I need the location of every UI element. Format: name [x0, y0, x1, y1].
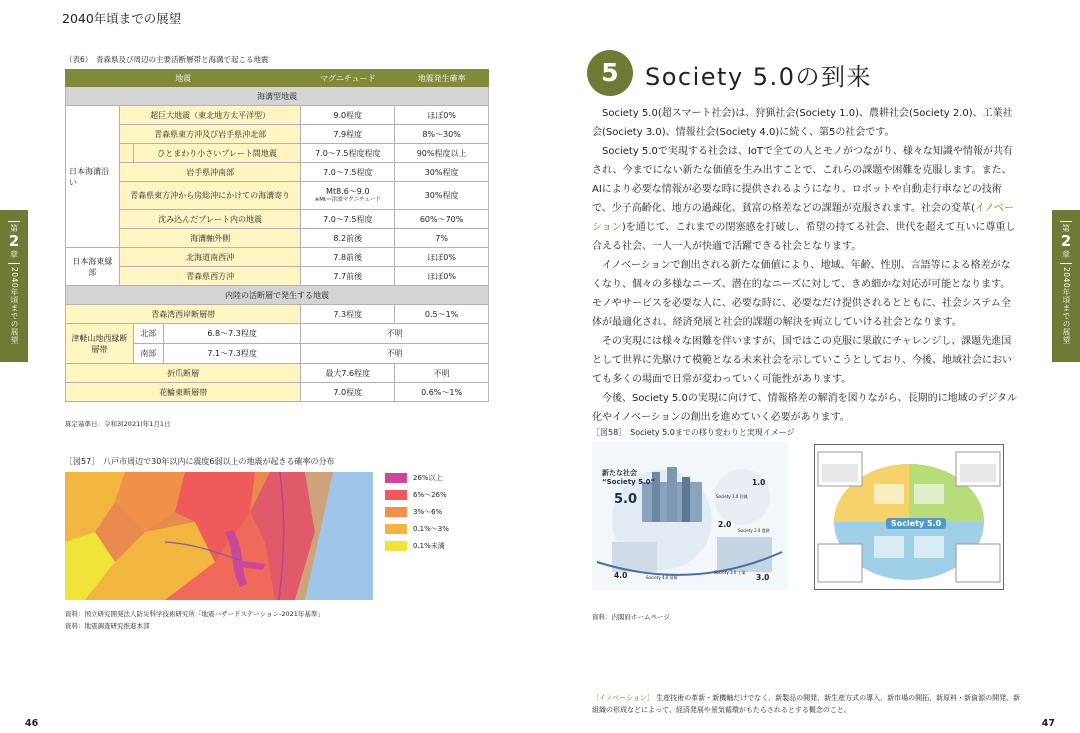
col-header-earthquake: 地震 — [66, 70, 301, 87]
legend-label: 26%以上 — [413, 473, 443, 482]
quake-probability: 30%程度 — [395, 182, 489, 210]
society-evolution-graphic — [592, 442, 788, 590]
quake-probability: 60%〜70% — [395, 210, 489, 229]
legend-item — [385, 472, 449, 483]
fault-probability: 不明 — [301, 324, 489, 344]
legend-swatch — [385, 490, 407, 500]
paragraph: 今後、Society 5.0の実現に向けて、情報格差の解消を図りながら、長期的に地域のデジタル化やイノベーションの創出を進めていく必要があります。 — [592, 393, 1018, 423]
legend-swatch — [385, 507, 407, 517]
section-label-inland: 内陸の活断層で発生する地震 — [66, 286, 489, 305]
legend-label: 3%〜6% — [413, 507, 443, 516]
tab-label-top: 第 — [1062, 224, 1070, 233]
paragraph — [592, 142, 1018, 256]
body-text — [592, 104, 1018, 427]
indent-cell — [119, 144, 133, 163]
headline-line: 新たな社会 — [602, 469, 637, 477]
tab-label-top: 第 — [10, 224, 18, 233]
tab-chapter-number: 2 — [1060, 232, 1072, 251]
fault-magnitude: 7.1〜7.3程度 — [207, 349, 257, 358]
fault-probability: 不明 — [395, 364, 489, 383]
table-row — [66, 267, 489, 286]
section-row-ocean — [66, 87, 489, 106]
quake-probability: 90%程度以上 — [395, 144, 489, 163]
fault-name: 津軽山地西縁断層帯 — [66, 324, 134, 364]
footnote-text: 生産技術の革新・新機軸だけでなく、新製品の開発、新生産方式の導入、新市場の開拓、新原料・新資源の開発、新組織の形成などによって、経済発展や景気循環がもたらされるとする概念のこと。 — [592, 694, 1021, 714]
chapter-title: Society 5.0の到来 — [645, 63, 872, 91]
quake-magnitude: 9.0程度 — [301, 106, 395, 125]
paragraph-part: Society 5.0で実現する社会は、IoTで全ての人とモノがつながり、様々な知識や情報が共有され、今までにない新たな価値を生み出すことで、これらの課題や困難を克服します。また、AIにより必要な情報が必要な時に提供されるようになり、ロボットや自動走行車などの技術で、少子高齢化、地方の過疎化、貧富の格差などの課題が克服されます。社会の変革( — [592, 146, 1013, 214]
quake-name: 沈み込んだプレート内の地震 — [119, 210, 301, 229]
legend-swatch — [385, 473, 407, 483]
fault-magnitude: 7.3程度 — [301, 305, 395, 324]
quake-probability: ほぼ0% — [395, 267, 489, 286]
quake-magnitude: 7.0〜7.5程度程度 — [301, 144, 395, 163]
fault-magnitude: 7.0程度 — [301, 383, 395, 402]
tab-vertical-text: 2040年頃までの展望 — [1061, 266, 1071, 344]
panel1-big-label: 5.0 — [614, 492, 638, 507]
region-japan-trench: 日本海溝沿い — [66, 106, 120, 248]
quake-name: 青森県東方沖から房総沖にかけての海溝寄り — [119, 182, 301, 210]
table-row — [66, 383, 489, 402]
quake-probability: 30%程度 — [395, 163, 489, 182]
fault-subsection: 南部 — [134, 344, 164, 363]
quake-magnitude: 7.9程度 — [301, 125, 395, 144]
panel1-headline — [602, 469, 655, 487]
fig57-source-1: 資料：国立研究開発法人防災科学技術研究所「地震ハザードステーション-2021年基準」 — [65, 610, 324, 618]
table-row — [66, 182, 489, 210]
tab-label-bottom: 章 — [10, 250, 18, 260]
fig57-caption: ［図57］ 八戸市周辺で30年以内に震度6弱以上の地震が起きる確率の分布 — [65, 457, 335, 466]
era-number: 4.0 — [614, 571, 628, 580]
quake-name: 北海道南西沖 — [119, 248, 301, 267]
legend-item — [385, 489, 449, 500]
fault-subsection: 北部 — [134, 324, 164, 343]
region-japan-sea-east: 日本海東縁部 — [66, 248, 120, 286]
legend-label: 6%〜26% — [413, 490, 447, 499]
fault-probability: 0.5〜1% — [395, 305, 489, 324]
era-number: 3.0 — [756, 573, 770, 582]
tab-vertical-text: 2040年頃までの展望 — [9, 266, 19, 344]
era-number: 2.0 — [718, 520, 732, 529]
fault-name: 青森湾西岸断層帯 — [66, 305, 301, 324]
quake-magnitude: 7.0〜7.5程度 — [301, 210, 395, 229]
magnitude-note: ※Mt＝津波マグニチュード — [314, 197, 381, 204]
quake-probability: ほぼ0% — [395, 106, 489, 125]
col-header-magnitude: マグニチュード — [301, 70, 395, 87]
fault-magnitude: 最大7.6程度 — [301, 364, 395, 383]
headline-line: “Society 5.0” — [602, 478, 656, 486]
legend-swatch — [385, 541, 407, 551]
col-header-probability: 地震発生確率 — [395, 70, 489, 87]
era-number: 1.0 — [752, 478, 766, 487]
table6-note: 算定基準日：令和3(2021)年1月1日 — [65, 420, 171, 428]
quake-probability: 8%〜30% — [395, 125, 489, 144]
quake-probability: ほぼ0% — [395, 248, 489, 267]
table-row — [66, 163, 489, 182]
quake-name: 青森県西方沖 — [119, 267, 301, 286]
earthquake-table — [65, 69, 489, 402]
footnote-term: ［イノベーション］ — [592, 694, 655, 702]
paragraph: イノベーションで創出される新たな価値により、地域、年齢、性別、言語等による格差がなくなり、個々の多様なニーズ、潜在的なニーズに対して、きめ細かな対応が可能となります。モノやサービスを必要な人に、必要な時に、必要なだけ提供されるとともに、社会システム全体が最適化され、経済発展と社会的課題の解決を両立していける社会となります。 — [592, 260, 1011, 328]
legend-item — [385, 540, 449, 551]
era-label: Society 3.0 工業 — [714, 570, 746, 575]
table-row — [66, 106, 489, 125]
quake-magnitude: Mt8.6〜9.0 — [326, 187, 370, 197]
table-header-row — [66, 70, 489, 87]
quake-magnitude: 7.8前後 — [301, 248, 395, 267]
fault-subsection-cell — [133, 344, 301, 364]
chapter-side-tab-right — [1052, 210, 1080, 362]
panel2-center-label: Society 5.0 — [886, 518, 946, 529]
page-number-left: 46 — [25, 718, 39, 729]
legend-item — [385, 523, 449, 534]
legend-swatch — [385, 524, 407, 534]
society5-concept-graphic — [814, 444, 1004, 590]
fault-subsection-cell — [133, 324, 301, 344]
fault-magnitude: 6.8〜7.3程度 — [207, 329, 257, 338]
table-row — [66, 144, 489, 163]
legend-label: 0.1%未満 — [413, 541, 445, 550]
hazard-map-image — [65, 472, 373, 600]
quake-name: 海溝軸外側 — [119, 229, 301, 248]
tab-chapter-number: 2 — [8, 232, 20, 251]
hazard-map-graphic — [65, 472, 373, 600]
quake-magnitude: 7.7前後 — [301, 267, 395, 286]
quake-probability: 7% — [395, 229, 489, 248]
quake-name: ひとまわり小さいプレート間地震 — [133, 144, 301, 163]
page-number-right: 47 — [1041, 718, 1055, 729]
legend-item — [385, 506, 449, 517]
society5-concept-illustration — [814, 444, 1004, 590]
table-row — [66, 324, 489, 344]
paragraph: その実現には様々な困難を伴いますが、国ではこの克服に果敢にチャレンジし、課題先進国として世界に先駆けて模範となる未来社会を示していこうとしており、今後、地域社会においても多くの場面で日常が変わっていく可能性があります。 — [592, 336, 1012, 385]
section-row-inland — [66, 286, 489, 305]
fault-name: 花輪東断層帯 — [66, 383, 301, 402]
table-row — [66, 125, 489, 144]
running-header-title: 2040年頃までの展望 — [62, 11, 182, 26]
fig58-caption: ［図58］ Society 5.0までの移り変わりと実現イメージ — [592, 428, 795, 437]
society-evolution-illustration — [592, 442, 788, 590]
era-label: Society 4.0 情報 — [646, 575, 678, 580]
fig58-source: 資料：内閣府ホームページ — [592, 613, 670, 621]
tab-label-bottom: 章 — [1062, 250, 1070, 260]
hazard-map-legend — [385, 472, 449, 557]
table-row — [66, 248, 489, 267]
footnote — [592, 692, 1022, 716]
era-label: Society 2.0 農耕 — [738, 528, 770, 533]
table6-caption: （表6） 青森県及び周辺の主要活断層帯と海溝で起こる地震 — [65, 55, 269, 64]
quake-magnitude: 7.0〜7.5程度 — [301, 163, 395, 182]
section-label-ocean: 海溝型地震 — [66, 87, 489, 106]
chapter-number-badge: 5 — [587, 50, 633, 96]
legend-label: 0.1%〜3% — [413, 524, 449, 533]
fig57-source-2: 資料：地震調査研究推進本部 — [65, 622, 150, 630]
quake-magnitude: 8.2前後 — [301, 229, 395, 248]
table-row — [66, 229, 489, 248]
fault-probability: 0.6%〜1% — [395, 383, 489, 402]
chapter-side-tab-left — [0, 210, 28, 362]
era-label: Society 1.0 狩猟 — [716, 494, 748, 499]
fault-name: 折爪断層 — [66, 364, 301, 383]
paragraph-part: )を通じて、これまでの閉塞感を打破し、希望の持てる社会、世代を超えて互いに尊重し合える社会、一人一人が快適で活躍できる社会となります。 — [592, 222, 1016, 252]
table-row — [66, 364, 489, 383]
quake-name: 青森県東方沖及び岩手県沖北部 — [119, 125, 301, 144]
table-row — [66, 305, 489, 324]
fault-probability: 不明 — [301, 344, 489, 364]
quake-name: 超巨大地震（東北地方太平洋型） — [119, 106, 301, 125]
quake-magnitude-cell — [301, 182, 395, 210]
highlight-term: イノベーション — [592, 203, 1014, 233]
quake-name: 岩手県沖南部 — [119, 163, 301, 182]
table-row — [66, 210, 489, 229]
paragraph: Society 5.0(超スマート社会)は、狩猟社会(Society 1.0)、農耕社会(Society 2.0)、工業社会(Society 3.0)、情報社会(Society 4.0)に続く、第5の社会です。 — [592, 108, 1013, 138]
